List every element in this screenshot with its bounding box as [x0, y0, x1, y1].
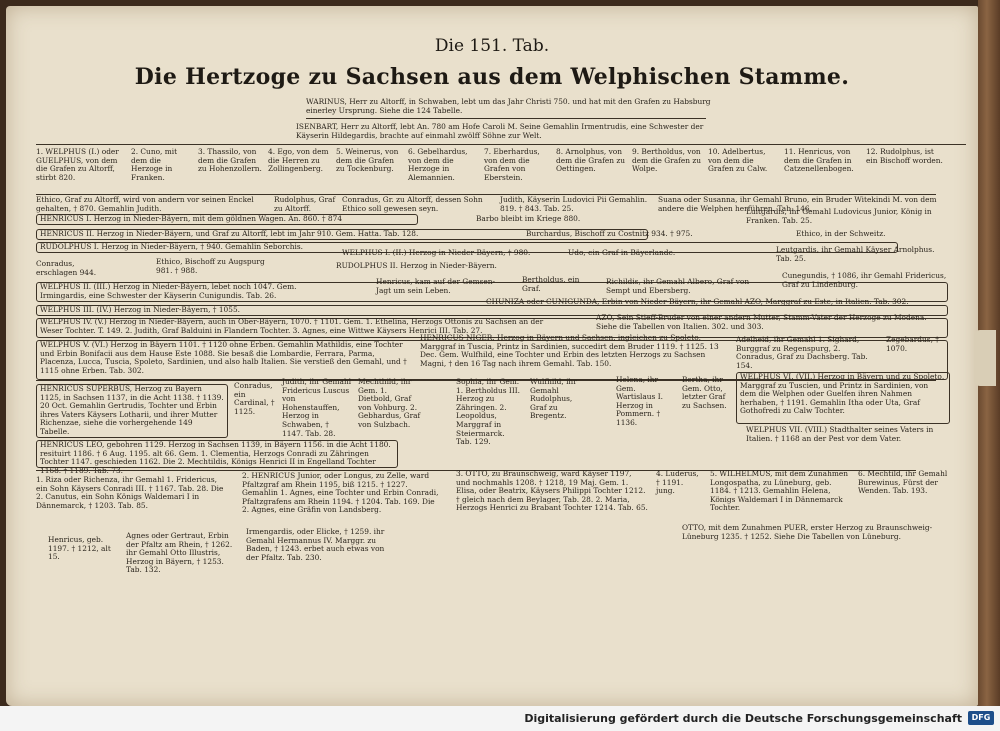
isenbart-entry: ISENBART, Herr zu Altorff, lebt An. 780 am Hofe Caroli M. Seine Gemahlin Irmentrudis, eine Schwester der Käyserin Hildegardis, brachte auf einmahl zwölff Söhne zur Welt. [296, 122, 704, 140]
udo-entry: Udo, ein Graf in Bäyerlande. [568, 248, 676, 257]
henricus-leo-entry: HENRICUS LEO, gebohren 1129. Herzog in Sachsen 1139, in Bäyern 1156. in die Acht 1180. resituirt 1186. † 6 Aug. 1195. alt 66. Gem. 1. Clementia, Herzogs Conradi zu Zähringen Tochter 1147. geschieden 1162. Die 2. Mechtildis, Königs Henrici II in Engelland Tochter [40, 440, 391, 467]
henricus-ii-entry: HENRICUS II. Herzog in Nieder-Bäyern, und Graf zu Altorff, lebt im Jahr 910. Gem. Hatta. Tab. 128. [40, 229, 419, 238]
divider [36, 144, 966, 145]
judith-ii-entry: Judith, ihr Gemahl Fridericus Luscus von Hohenstauffen, Herzog in Schwaben, † 1147. Tab. 28. [282, 377, 352, 438]
mechtild-ii-entry: 6. Mechtild, ihr Gemahl Burewinus, Fürst der Wenden. Tab. 193. [858, 469, 948, 496]
document-page [6, 6, 978, 706]
burchardus-entry: Burchardus, Bischoff zu Costnitz 934. † 975. [526, 229, 693, 238]
henricus-jagd-entry: Henricus, kam auf der Gemsen-Jagt um sein Leben. [376, 277, 496, 295]
otto-iv-entry: 3. OTTO, zu Braunschweig, ward Käyser 1197, und nochmahls 1208. † 1218, 19 Maj. Gem. 1. Elisa, oder Beatrix, Käysers Philippi Tochter 1212. † gleich nach dem Beylager, Tab. 28. 2. Maria, Herzogs Henrici zu Brabant Tochter 1214. Tab. 65. [456, 469, 648, 513]
wulfhild-entry: Wulfhild, ihr Gemahl Rudolphus, Graf zu Bregentz. [530, 377, 577, 421]
son-entry: 5. Weinerus, von dem die Grafen zu Tockenburg. [336, 147, 399, 174]
rudolphus-i-entry: RUDOLPHUS I. Herzog in Nieder-Bäyern, † 940. Gemahlin Seborchis. [40, 242, 304, 251]
footer-bar [0, 706, 1000, 731]
dfg-logo: DFG [968, 711, 994, 725]
henricus-geb-entry: Henricus, geb. 1197. † 1212, alt 15. [48, 535, 111, 562]
son-entry: 2. Cuno, mit dem die Herzoge in Franken. [131, 147, 178, 182]
helena-entry: Helena, ihr Gem. Wartislaus I. Herzog in Pommern. † 1136. [616, 375, 663, 427]
wilhelmus-entry: 5. WILHELMUS, mit dem Zunahmen Longospatha, zu Lüneburg, geb. 1184. † 1213. Gemahlin Helena, Königs Waldemari I in Dännemarck Tochter. [710, 469, 848, 513]
ethico-ii-entry: Ethico, Bischoff zu Augspurg 981. † 988. [156, 257, 265, 275]
sophia-entry: Sophia, ihr Gem. 1. Bertholdus III. Herzog zu Zähringen. 2. Leopoldus, Marggraf in Steiermarck. Tab. 129. [456, 377, 521, 447]
rudolphus-ii-entry: RUDOLPHUS II. Herzog in Nieder-Bäyern. [336, 261, 497, 270]
welphus-iii-entry: WELPHUS III. (IV.) Herzog in Nieder-Bäyern, † 1055. [40, 305, 241, 314]
bertholdus-entry: Bertholdus, ein Graf. [522, 275, 580, 293]
son-entry: 8. Arnolphus, von dem die Grafen zu Oettingen. [556, 147, 625, 174]
agnes-entry: Agnes oder Gertraut, Erbin der Pfaltz am Rhein, † 1262. ihr Gemahl Otto Illustris, Herzog in Bäyern, † 1253. Tab. 132. [126, 531, 233, 575]
zegebardus-entry: Zegebardus, † 1070. [886, 335, 939, 353]
son-entry: 7. Eberhardus, von dem die Grafen von Eberstein. [484, 147, 540, 182]
azo-entry: AZO, Sein Stieff-Bruder von einer andern Mutter, Stamm-Vater der Herzoge zu Modena. Siehe die Tabellen von Italien. 302. und 303. [596, 313, 927, 331]
welphus-ii-entry: WELPHUS II. (III.) Herzog in Nieder-Bäyern, lebet noch 1047. Gem. Irmingardis, eine Schwester der Käyserin Cunigundis. Tab. 26. [40, 282, 297, 300]
son-entry: 1. WELPHUS (I.) oder GUELPHUS, von dem die Grafen zu Altorff, stirbt 820. [36, 147, 119, 182]
ethico-schweiz-entry: Ethico, in der Schweitz. [796, 229, 886, 238]
welphus-iv-entry: WELPHUS IV. (V.) Herzog in Nieder-Bäyern, auch in Ober-Bäyern, 1070. † 1101. Gem. 1. Ethelina, Herzogs Ottonis zu Sachsen an der Weser Tochter. T. 149. 2. Judith, Graf Balduini in Flandern Tochter. 3. Agnes, eine Wittwe Käysers Henrici III. Tab. 27. [40, 317, 544, 335]
rudolph-graf-entry: Rudolphus, Graf zu Altorff. [274, 195, 336, 213]
cunegundis-entry: Cunegundis, † 1086, ihr Gemahl Fridericus, Graf zu Lindenburg. [782, 271, 947, 289]
son-entry: 12. Rudolphus, ist ein Bischoff worden. [866, 147, 943, 165]
divider [306, 118, 706, 119]
luderus-entry: 4. Luderus, † 1191. jung. [656, 469, 699, 496]
conradus-ii-entry: Conradus, erschlagen 944. [36, 259, 97, 277]
mechthild-entry: Mechthild, ihr Gem. 1. Dietbold, Graf von Vohburg. 2. Gebhardus, Graf von Sulzbach. [358, 377, 421, 429]
warinus-entry: WARINUS, Herr zu Altorff, in Schwaben, lebt um das Jahr Christi 750. und hat mit den Grafen zu Habsburg einerley Ursprung. Siehe die 124 Tabelle. [306, 97, 711, 115]
suana-entry: Suana oder Susanna, ihr Gemahl Bruno, ein Bruder Witekindi M. von dem andere die Welphen herführen. Tab. 146. [658, 195, 937, 213]
bertha-entry: Bertha, ihr Gem. Otto, letzter Graf zu Sachsen. [682, 375, 727, 410]
footer-credit: Digitalisierung gefördert durch die Deutsche Forschungsgemeinschaft [524, 712, 962, 725]
henricus-i-entry: HENRICUS I. Herzog in Nieder-Bäyern, mit dem göldnen Wagen. An. 860. † 874 [40, 214, 343, 223]
riza-entry: 1. Riza oder Richenza, ihr Gemahl 1. Fridericus, ein Sohn Käysers Conradi III. † 1167. Tab. 28. Die 2. Canutus, ein Sohn Königs Waldemari I in Dännemarck, † 1203. Tab. 85. [36, 475, 224, 510]
barbo-entry: Barbo bleibt im Kriege 880. [476, 214, 581, 223]
son-entry: 6. Gebelhardus, von dem die Herzoge in Alemannien. [408, 147, 468, 182]
adelheid-entry: Adelheid, ihr Gemahl 1. Sighard, Burggraf zu Regenspurg, 2. Conradus, Graf zu Dachsberg. Tab. 154. [736, 335, 868, 370]
welphus-vii-entry: WELPHUS VII. (VIII.) Stadthalter seines Vaters in Italien. † 1168 an der Pest vor dem Vater. [746, 425, 934, 443]
henricus-junior-entry: 2. HENRICUS Junior, oder Longus, zu Zelle, ward Pfaltzgraf am Rhein 1195, biß 1215. † 1227. Gemahlin 1. Agnes, eine Tochter und Erbin Conradi, Pfaltzgrafens am Rhein 1194. † 1204. Tab. 169. Die 2. Agnes, eine Gräfin von Landsberg. [242, 471, 439, 515]
leutgardis-entry: Leutgardis, ihr Gemahl Käyser Arnolphus. Tab. 25. [776, 245, 935, 263]
conradus-entry: Conradus, Gr. zu Altorff, dessen Sohn Ethico soll gewesen seyn. [342, 195, 483, 213]
table-number: Die 151. Tab. [434, 36, 550, 56]
son-entry: 9. Bertholdus, von dem die Grafen zu Wolpe. [632, 147, 701, 174]
luitgardis-entry: Luitgardis, ihr Gemahl Ludovicus Junior, König in Franken. Tab. 25. [746, 207, 932, 225]
son-entry: 11. Henricus, von dem die Grafen in Catzenellenbogen. [784, 147, 854, 174]
welphus-v-entry: WELPHUS V. (VI.) Herzog in Bäyern 1101. † 1120 ohne Erben. Gemahlin Mathildis, eine Tochter und Erbin Bonifacii aus dem Hause Este 1088. Sie besaß die Lombardie, Ferrara, Parma, Placenza, Lucca, Tuscia, Spoleto, Sardinien, und also halb Italien. Sie verstieß den Gemahl, und † 1115 ohne Erben. Tab. 302. [40, 340, 407, 375]
page-heading: Die Hertzoge zu Sachsen aus dem Welphischen Stamme. [134, 64, 850, 90]
son-entry: 4. Ego, von dem die Herren zu Zollingenberg. [268, 147, 329, 174]
conradus-cardinal-entry: Conradus, ein Cardinal, † 1125. [234, 381, 275, 416]
henricus-superbus-entry: HENRICUS SUPERBUS, Herzog zu Bayern 1125, in Sachsen 1137, in die Acht 1138. † 1139. 20 Oct. Gemahlin Gertrudis, Tochter und Erbin ihres Vaters Käysers Lotharii, und ihrer Mutter Richenzae, siehe die vorhergehende 149 Tabelle. [40, 384, 224, 436]
son-entry: 10. Adelbertus, von dem die Grafen zu Calw. [708, 147, 768, 174]
richildis-entry: Richildis, ihr Gemahl Albero, Graf von Sempt und Ebersberg. [606, 277, 750, 295]
irmengardis-entry: Irmengardis, oder Elicke, † 1259. ihr Gemahl Hermannus IV. Marggr. zu Baden, † 1243. erbet auch etwas von der Pfaltz. Tab. 230. [246, 527, 385, 562]
chuniza-entry: CHUNIZA oder CUNIGUNDA, Erbin von Nieder-Bäyern, ihr Gemahl AZO, Marggraf zu Este, in Italien. Tab. 302. [486, 297, 909, 306]
ethico-entry: Ethico, Graf zu Altorff, wird von andern vor seinen Enckel gehalten, † 870. Gemahlin Judith. [36, 195, 254, 213]
judith-entry: Judith, Käyserin Ludovici Pii Gemahlin. 819. † 843. Tab. 25. [500, 195, 648, 213]
henricus-niger-entry: HENRICUS NIGER, Herzog in Bäyern und Sachsen, ingleichen zu Spoleto, Marggraf in Tuscia, Printz in Sardinien, succedirt dem Bruder 1119. † 1125. 13 Dec. Gem. Wulfhild, eine Tochter und Erbin des letzten Herzogs zu Sachsen Magni, † den 16 Tag nach ihrem Gemahl. Tab. 150. [420, 333, 719, 368]
page-tab [974, 330, 996, 386]
welphus-i-entry: WELPHUS I. (II.) Herzog in Nieder-Bäyern, † 980. [342, 248, 531, 257]
son-entry: 3. Thassilo, von dem die Grafen zu Hohenzollern. [198, 147, 262, 174]
welphus-vi-entry: WELPHUS VI. (VII.) Herzog in Bäyern und zu Spoleto, Marggraf zu Tuscien, und Printz in Sardinien, von dem die Welphen oder Guelfen ihren Nahmen herhaben, † 1191. Gemahlin Itha oder Uta, Graf Gothofredi zu Calw Tochter. [740, 372, 945, 416]
otto-puer-entry: OTTO, mit dem Zunahmen PUER, erster Herzog zu Braunschweig-Lüneburg 1235. † 1252. Siehe Die Tabellen von Lüneburg. [682, 523, 933, 541]
